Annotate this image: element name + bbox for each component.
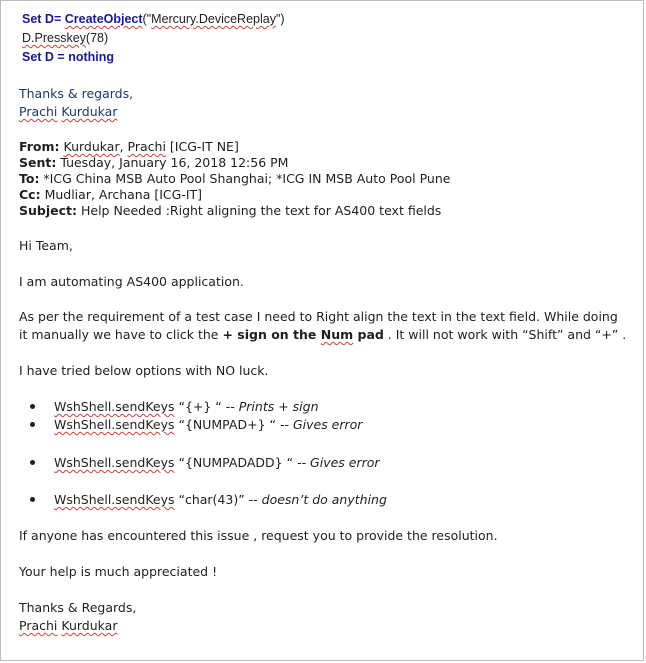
from-last-name: Kurdukar <box>63 139 120 154</box>
from-first-name: Prachi <box>127 139 166 154</box>
to-value: *ICG China MSB Auto Pool Shanghai; *ICG IN MSB Auto Pool Pune <box>39 171 451 186</box>
header-cc <box>19 187 202 203</box>
subject-value: Help Needed :Right aligning the text for AS400 text fields <box>77 203 442 218</box>
signature-name <box>19 618 117 634</box>
code-text: (78) <box>85 31 109 45</box>
header-sent <box>19 155 288 171</box>
option-note: -- Prints + sign <box>225 399 319 414</box>
bold-span: + sign on the <box>222 327 321 342</box>
option-command: WshShell.sendKeys <box>54 417 175 432</box>
code-text: (" <box>142 12 152 26</box>
from-dept: [ICG-IT NE] <box>165 139 239 154</box>
option-item <box>54 417 362 433</box>
code-keyword: Set <box>22 12 42 26</box>
code-argument: Mercury.DeviceReplay <box>151 12 276 26</box>
code-text: D = <box>41 50 69 64</box>
from-label: From: <box>19 139 60 154</box>
code-function: CreateObject <box>64 12 143 26</box>
code-line-3 <box>22 49 114 65</box>
option-item <box>54 399 319 415</box>
option-argument: “{NUMPAD+} “ <box>174 417 280 432</box>
code-text: D= <box>41 12 65 26</box>
option-note: -- Gives error <box>279 417 363 432</box>
code-object: D.Presskey <box>22 31 86 45</box>
option-argument: “{+} “ <box>174 399 226 414</box>
cc-label: Cc: <box>19 187 41 202</box>
signature-first-name: Prachi <box>19 104 58 119</box>
bold-span: pad <box>353 327 384 342</box>
paragraph-2-line-2 <box>19 327 626 343</box>
paragraph-5: Your help is much appreciated ! <box>19 564 218 579</box>
paragraph-2-line-1: As per the requirement of a test case I need to Right align the text in the text field. While doing <box>19 309 618 324</box>
option-command: WshShell.sendKeys <box>54 492 175 507</box>
bullet-dot <box>30 497 35 502</box>
option-argument: “{NUMPADADD} “ <box>174 455 298 470</box>
option-item <box>54 492 387 508</box>
subject-label: Subject: <box>19 203 77 218</box>
option-note: -- Gives error <box>297 455 380 470</box>
signature-last-name: Kurdukar <box>61 104 118 119</box>
signature-closing: Thanks & Regards, <box>19 600 137 615</box>
option-command: WshShell.sendKeys <box>54 399 175 414</box>
num-word: Num <box>320 327 354 342</box>
signature-first-name: Prachi <box>19 618 58 633</box>
cc-value: Mudliar, Archana [ICG-IT] <box>40 187 203 202</box>
header-from: From: Kurdukar, Prachi [ICG-IT NE] <box>19 139 239 154</box>
greeting: Hi Team, <box>19 238 73 253</box>
paragraph-4: If anyone has encountered this issue , request you to provide the resolution. <box>19 528 498 543</box>
code-value: nothing <box>68 50 115 64</box>
bullet-dot <box>30 404 35 409</box>
code-line-1 <box>22 11 285 27</box>
bullet-dot <box>30 460 35 465</box>
signature-last-name: Kurdukar <box>61 618 118 633</box>
sent-label: Sent: <box>19 155 57 170</box>
option-command: WshShell.sendKeys <box>54 455 175 470</box>
header-to <box>19 171 450 187</box>
sent-value: Tuesday, January 16, 2018 12:56 PM <box>56 155 289 170</box>
signature-closing: Thanks & regards, <box>19 86 134 101</box>
text-span: . It will not work with “Shift” and “+” . <box>383 327 627 342</box>
option-argument: “char(43)” <box>174 492 249 507</box>
paragraph-3: I have tried below options with NO luck. <box>19 363 269 378</box>
header-subject <box>19 203 441 219</box>
code-keyword: Set <box>22 50 42 64</box>
option-item <box>54 455 380 471</box>
bullet-dot <box>30 422 35 427</box>
paragraph-1: I am automating AS400 application. <box>19 274 244 289</box>
signature-name <box>19 104 117 120</box>
option-note: -- doesn’t do anything <box>248 492 387 507</box>
code-line-2 <box>22 30 108 46</box>
code-text: ") <box>275 12 285 26</box>
to-label: To: <box>19 171 40 186</box>
text-span: it manually we have to click the <box>19 327 223 342</box>
